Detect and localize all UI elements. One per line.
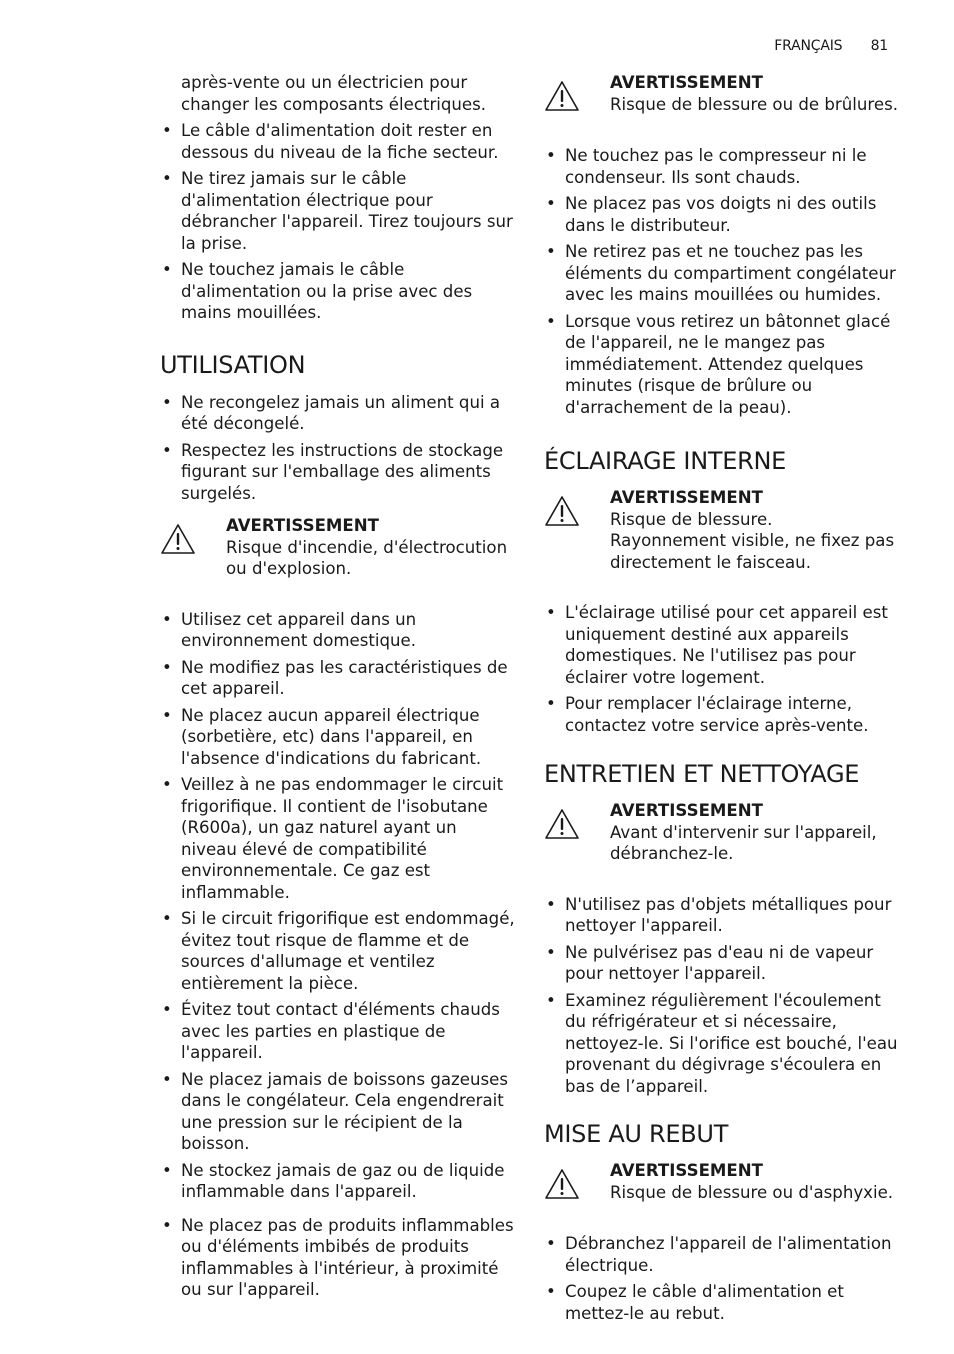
list-item: • Respectez les instructions de stockage figurant sur l'emballage des aliments surgelés.: [160, 440, 516, 505]
warning-triangle-icon: [160, 515, 226, 559]
section-title-entretien: ENTRETIEN ET NETTOYAGE: [544, 760, 860, 788]
warning-box: [544, 72, 900, 116]
utilisation-list-2: [160, 609, 516, 1203]
list-item: • Ne touchez pas le compresseur ni le condenseur. Ils sont chauds.: [544, 145, 900, 188]
list-item: • Ne pulvérisez pas d'eau ni de vapeur pour nettoyer l'appareil.: [544, 942, 900, 985]
warning-triangle-icon: [544, 72, 610, 116]
utilisation-list-1: [160, 392, 516, 505]
right-column: [544, 72, 900, 1329]
intro-continuation: après-vente ou un électricien pour changer les composants électriques.: [181, 73, 487, 114]
list-item: • Ne placez aucun appareil électrique (sorbetière, etc) dans l'appareil, en l'absence d'indications du fabricant.: [160, 705, 516, 770]
list-item: • Lorsque vous retirez un bâtonnet glacé de l'appareil, ne le mangez pas immédiatement. Attendez quelques minutes (risque de brûlure ou d'arrachement de la peau).: [544, 311, 900, 419]
warning-text: Risque d'incendie, d'électrocution ou d'explosion.: [226, 537, 508, 578]
rebut-list: [544, 1233, 900, 1324]
list-item: • Coupez le câble d'alimentation et mettez-le au rebut.: [544, 1281, 900, 1324]
list-item: • Ne recongelez jamais un aliment qui a été décongelé.: [160, 392, 516, 435]
list-item: • Ne touchez jamais le câble d'alimentation ou la prise avec des mains mouillées.: [160, 259, 516, 324]
warning-triangle-icon: [544, 800, 610, 844]
warning-title: AVERTISSEMENT: [226, 516, 379, 535]
warning-text: Avant d'intervenir sur l'appareil, débranchez-le.: [610, 822, 877, 863]
warning-title: AVERTISSEMENT: [610, 488, 763, 507]
list-item: • Ne modifiez pas les caractéristiques de cet appareil.: [160, 657, 516, 700]
warning-box: [544, 800, 900, 865]
list-item: • Pour remplacer l'éclairage interne, contactez votre service après-vente.: [544, 693, 900, 736]
warning-text: Risque de blessure.: [610, 509, 773, 529]
list-item: • N'utilisez pas d'objets métalliques pour nettoyer l'appareil.: [544, 894, 900, 937]
warning-triangle-icon: [544, 1160, 610, 1204]
list-item: • Examinez régulièrement l'écoulement du réfrigérateur et si nécessaire, nettoyez-le. Si l'orifice est bouché, l'eau provenant du dégivrage s'écoulera en bas de l’appareil.: [544, 990, 900, 1098]
warning-text: Rayonnement visible, ne fixez pas directement le faisceau.: [610, 531, 895, 572]
warning-triangle-icon: [544, 487, 610, 531]
list-item: • Ne retirez pas et ne touchez pas les éléments du compartiment congélateur avec les mains mouillées ou humides.: [544, 241, 900, 306]
eclairage-list: [544, 602, 900, 736]
warning-box: [160, 515, 516, 580]
list-item: • Ne placez pas vos doigts ni des outils dans le distributeur.: [544, 193, 900, 236]
list-item: • Ne tirez jamais sur le câble d'alimentation électrique pour débrancher l'appareil. Tirez toujours sur la prise.: [160, 168, 516, 254]
section-title-eclairage: ÉCLAIRAGE INTERNE: [544, 447, 786, 475]
warning-text: Risque de blessure ou d'asphyxie.: [610, 1182, 894, 1202]
list-item: • Si le circuit frigorifique est endommagé, évitez tout risque de flamme et de sources d'allumage et ventilez entièrement la pièce.: [160, 908, 516, 994]
list-item: • Débranchez l'appareil de l'alimentation électrique.: [544, 1233, 900, 1276]
warning-box: [544, 1160, 900, 1204]
list-item: • L'éclairage utilisé pour cet appareil est uniquement destiné aux appareils domestiques. Ne l'utilisez pas pour éclairer votre logement.: [544, 602, 900, 688]
list-item: • Évitez tout contact d'éléments chauds avec les parties en plastique de l'appareil.: [160, 999, 516, 1064]
utilisation-list-3: [160, 1215, 516, 1301]
warning-title: AVERTISSEMENT: [610, 1161, 763, 1180]
page-number: 81: [870, 38, 888, 54]
warning-title: AVERTISSEMENT: [610, 801, 763, 820]
list-item: • Ne stockez jamais de gaz ou de liquide inflammable dans l'appareil.: [160, 1160, 516, 1203]
warning-box: [544, 487, 900, 573]
entretien-list: [544, 894, 900, 1098]
section-title-utilisation: UTILISATION: [160, 350, 306, 379]
list-item: • Veillez à ne pas endommager le circuit frigorifique. Il contient de l'isobutane (R600a), un gaz naturel ayant un niveau élevé de compatibilité environnementale. Ce gaz est inflammable.: [160, 774, 516, 903]
section-title-rebut: MISE AU REBUT: [544, 1120, 729, 1148]
warning-title: AVERTISSEMENT: [610, 73, 763, 92]
intro-list: [160, 120, 516, 324]
list-item: • Ne placez pas de produits inflammables ou d'éléments imbibés de produits inflammables à l'intérieur, à proximité ou sur l'appareil.: [160, 1215, 516, 1301]
warning-text: Risque de blessure ou de brûlures.: [610, 94, 898, 114]
hazard-list: [544, 145, 900, 418]
language-label: FRANÇAIS: [774, 38, 843, 54]
list-item: • Utilisez cet appareil dans un environnement domestique.: [160, 609, 516, 652]
page-header: [774, 38, 888, 54]
list-item: • Ne placez jamais de boissons gazeuses dans le congélateur. Cela engendrerait une pression sur le récipient de la boisson.: [160, 1069, 516, 1155]
left-column: [160, 72, 516, 1306]
list-item: • Le câble d'alimentation doit rester en dessous du niveau de la fiche secteur.: [160, 120, 516, 163]
